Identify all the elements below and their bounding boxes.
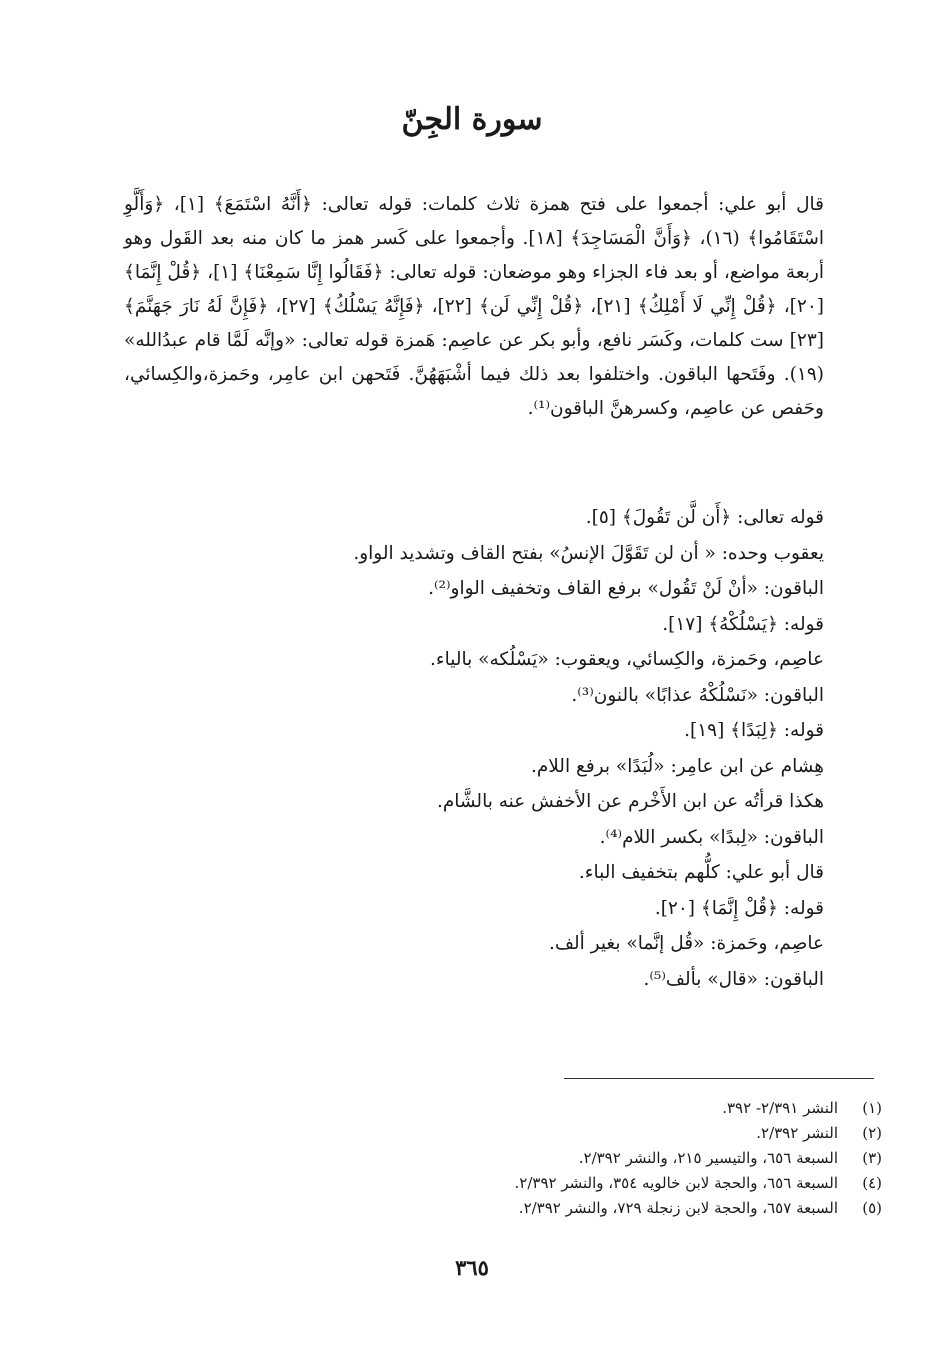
footnote-number: (٣)	[862, 1149, 882, 1167]
entry-line: قوله: ﴿يَسْلُكْهُ﴾ [١٧].	[662, 613, 824, 635]
footnote-number: (٤)	[862, 1174, 882, 1192]
footnote-text: السبعة ٦٥٦، والحجة لابن خالويه ٣٥٤، والنشر ٢/٣٩٢.	[514, 1174, 838, 1192]
entry-line: الباقون: «لِبدًا» بكسر اللام⁽⁴⁾.	[599, 826, 824, 848]
entry-line: قوله تعالى: ﴿أَن لَّن تَقُولَ﴾ [٥].	[585, 507, 824, 528]
entry-line: قوله: ﴿لِبَدًا﴾ [١٩].	[684, 720, 824, 741]
entry-list	[124, 500, 824, 997]
entry-line: الباقون: «أنْ لَنْ تَقُول» برفع القاف وتخفيف الواو⁽²⁾.	[428, 578, 824, 599]
entry-line: عاصِم، وحَمزة، والكِسائي، ويعقوب: «يَسْلُكه» بالياء.	[430, 649, 824, 670]
entry-line: هكذا قرأتُه عن ابن الأَخْرم عن الأخفش عنه بالشَّام.	[436, 791, 824, 812]
entry-line: هِشام عن ابن عامِر: «لُبَدًا» برفع اللام.	[530, 755, 824, 777]
footnote-divider	[564, 1078, 874, 1079]
intro-paragraph: قال أبو علي: أجمعوا على فتح همزة ثلاث كلمات: قوله تعالى: ﴿أَنَّهُ اسْتَمَعَ﴾ [١]، ﴿وَأَلَّوِ اسْتَقَامُوا﴾ (١٦)، ﴿وَأَنَّ الْمَسَاجِدَ﴾ [١٨]. وأجمعوا على كَسر همز ما كان منه بعد القَول وهو أربعة مواضع، أو بعد فاء الجزاء وهو موضعان: قوله تعالى: ﴿فَقَالُوا إِنَّا سَمِعْنَا﴾ [١]، ﴿قُلْ إِنَّمَا﴾[٢٠]، ﴿قُلْ إِنِّي لَا أَمْلِكُ﴾ [٢١]، ﴿قُلْ إِنِّي لَن﴾ [٢٢]، ﴿فَإِنَّهُ يَسْلُكُ﴾ [٢٧]، ﴿فَإِنَّ لَهُ نَارَ جَهَنَّمَ﴾ [٢٣] ست كلمات، وكَسَر نافع، وأبو بكر عن عاصِم: هَمزة قوله تعالى: «وإنَّه لَمَّا قام عبدُالله» (١٩). وفَتَحها الباقون. واختلفوا بعد ذلك فيما أشْبَهَهُنَّ. فَتَحهن ابن عامِر، وحَمزة،والكِسائي، وحَفص عن عاصِم، وكسرهنَّ الباقون⁽¹⁾.	[124, 194, 825, 419]
surah-title: سورة الجِنّ	[401, 102, 543, 137]
footnote-list	[62, 1096, 882, 1221]
footnote-number: (١)	[862, 1099, 882, 1117]
entry-line: عاصِم، وحَمزة: «قُل إنَّما» بغير ألف.	[548, 933, 824, 954]
footnote	[62, 1196, 882, 1221]
entry-line: يعقوب وحده: « أن لن تَقَوَّلَ الإنسُ» بفتح القاف وتشديد الواو.	[353, 542, 824, 564]
page-number: ٣٦٥	[455, 1255, 489, 1280]
footnote-text: النشر ٢/٣٩٢.	[756, 1124, 838, 1142]
entry-line: قال أبو علي: كلُّهم بتخفيف الباء.	[578, 862, 824, 883]
footnote-text: السبعة ٦٥٧، والحجة لابن زنجلة ٧٢٩، والنشر ٢/٣٩٢.	[518, 1199, 838, 1217]
entry-line: الباقون: «نَسْلُكْهُ عذابًا» بالنون⁽³⁾.	[571, 684, 824, 706]
entry-line: الباقون: «قال» بألف⁽⁵⁾.	[643, 968, 824, 990]
footnote-text: السبعة ٦٥٦، والتيسير ٢١٥، والنشر ٢/٣٩٢.	[578, 1149, 838, 1167]
footnote	[62, 1096, 882, 1121]
footnote	[62, 1171, 882, 1196]
footnote-number: (٢)	[862, 1124, 882, 1142]
footnote	[62, 1146, 882, 1171]
entry-line: قوله: ﴿قُلْ إِنَّمَا﴾ [٢٠].	[654, 897, 824, 919]
footnote-text: النشر ٢/٣٩١- ٣٩٢.	[722, 1099, 838, 1117]
footnote-number: (٥)	[862, 1199, 882, 1217]
footnote	[62, 1121, 882, 1146]
